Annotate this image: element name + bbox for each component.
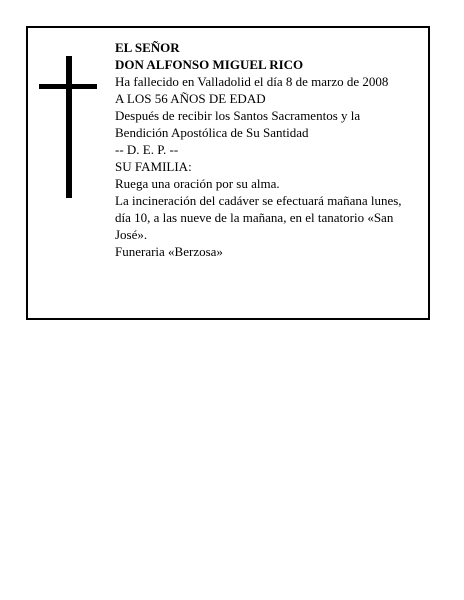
funeral-home-line: Funeraria «Berzosa» xyxy=(115,244,223,259)
cross-icon-vertical-bar xyxy=(66,56,72,198)
notice-title-line-1: EL SEÑOR xyxy=(115,40,180,55)
deceased-name: DON ALFONSO MIGUEL RICO xyxy=(115,57,304,72)
obituary-notice-frame xyxy=(26,26,430,320)
cremation-line: La incineración del cadáver se efectuará mañana lunes, día 10, a las nueve de la mañana, en el tanatorio «San José». xyxy=(115,193,402,242)
age-line: A LOS 56 AÑOS DE EDAD xyxy=(115,91,266,106)
obituary-text xyxy=(115,39,415,260)
death-date-line: Ha fallecido en Valladolid el día 8 de marzo de 2008 xyxy=(115,74,389,89)
cross-icon-horizontal-bar xyxy=(39,84,97,89)
prayer-line: Ruega una oración por su alma. xyxy=(115,176,280,191)
family-line: SU FAMILIA: xyxy=(115,159,192,174)
sacraments-line: Después de recibir los Santos Sacramentos y la Bendición Apostólica de Su Santidad xyxy=(115,108,361,140)
rip-line: -- D. E. P. -- xyxy=(115,142,179,157)
